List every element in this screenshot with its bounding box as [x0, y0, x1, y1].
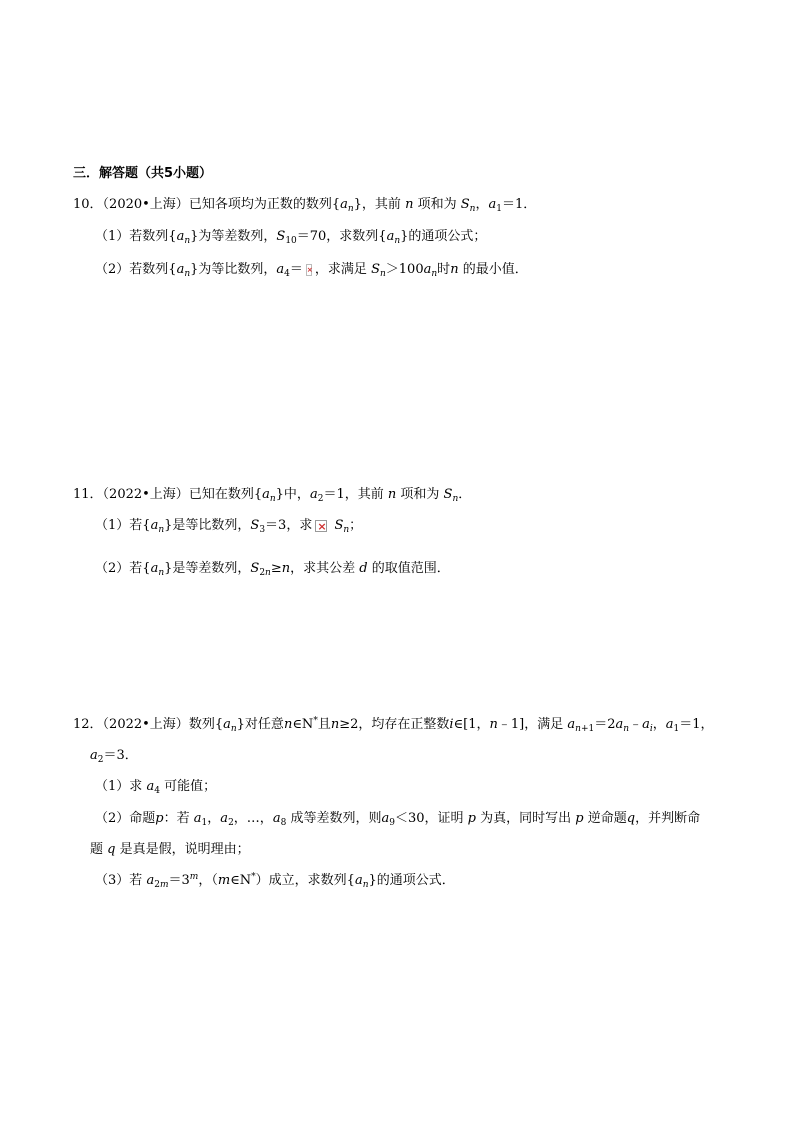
question-12-part-3: （3）若 $a_{2m}=3^m$，（m∈N*）成立，求数列$\{a_n\}$的通项公式．: [95, 872, 455, 890]
question-11-stem: 11．（2022•上海）已知在数列$\{a_n\}$中，$a_2=1$，其前 n 项和为 $S_n$．: [73, 487, 472, 504]
question-12-part-1: （1）求 $a_4$ 可能值；: [95, 779, 217, 796]
question-12-stem-line-2: $a_2=3$．: [90, 748, 138, 765]
question-12-part-2-line-1: （2）命题p：若 $a_1$，$a_2$，…，$a_8$ 成等差数列，则$a_9<30$，证明 p 为真，同时写出 p 逆命题q，并判断命: [95, 811, 701, 828]
question-12-stem-line-1: 12．（2022•上海）数列$\{a_n\}$对任意n∈N*且n≥2，均存在正整数i∈[1，n﹣1]，满足 $a_{n+1}=2a_n﹣a_i$，$a_1=1$，: [73, 716, 714, 734]
broken-image-icon: ×: [306, 266, 313, 274]
question-10-stem: 10．（2020•上海）已知各项均为正数的数列$\{a_n\}$，其前 n 项和为 $S_n$，$a_1=1$．: [73, 197, 537, 214]
section-title: 三．解答题（共5小题）: [73, 166, 213, 181]
question-12-part-2-line-2: 题 q 是真是假，说明理由；: [90, 842, 250, 857]
question-10-part-1: （1）若数列$\{a_n\}$为等差数列，$S_{10}=70$，求数列$\{a_n\}$的通项公式；: [95, 229, 487, 246]
question-10-part-2: （2）若数列$\{a_n\}$为等比数列，$a_4=$ × ，求满足 $S_n>100a_n$时n 的最小值．: [95, 262, 528, 279]
question-11-part-1: （1）若$\{a_n\}$是等比数列，$S_3=3$，求 × $S_n$；: [95, 518, 363, 535]
question-11-part-2: （2）若$\{a_n\}$是等差数列，$S_{2n}\ge n$，求其公差 d 的取值范围．: [95, 561, 450, 578]
broken-image-icon: ×: [317, 520, 327, 533]
